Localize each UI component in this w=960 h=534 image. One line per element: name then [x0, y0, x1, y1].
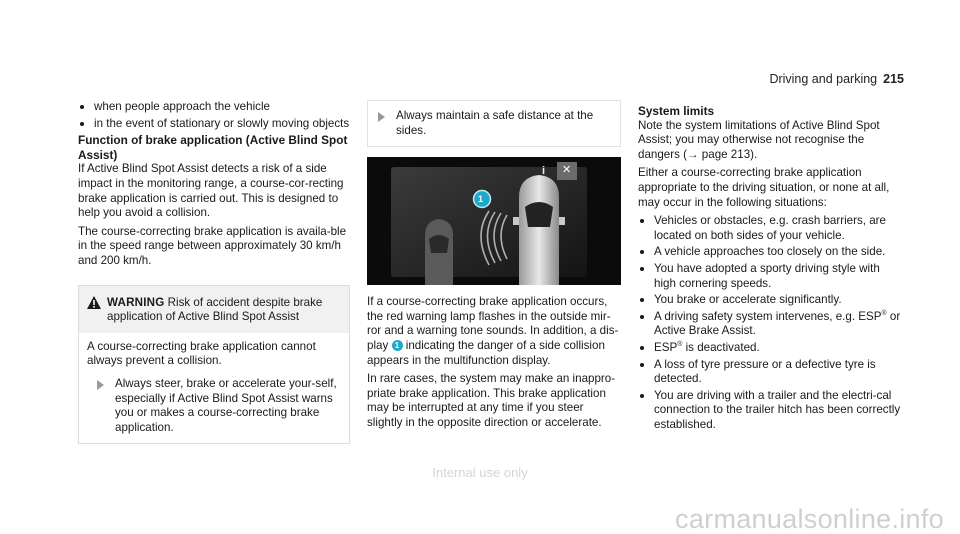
- list-item: You brake or accelerate significantly.: [638, 293, 903, 308]
- left-car: [425, 219, 453, 285]
- warning-action: [87, 377, 341, 435]
- list-item: [638, 341, 903, 356]
- registered-mark: ®: [677, 341, 683, 349]
- paragraph: If Active Blind Spot Assist detects a risk of a side impact in the monitoring range, a course-cor-recting brake application is carried out. This is designed to help you avoid a collision.: [78, 162, 344, 220]
- paragraph: Note the system limitations of Active Blind Spot Assist; you may otherwise not recognise the dangers (→ page 213).: [638, 118, 880, 161]
- section-heading: Function of brake application (Active Blind Spot Assist): [78, 133, 348, 162]
- warning-body: [79, 333, 349, 444]
- warning-box: [78, 285, 350, 445]
- paragraph: In rare cases, the system may make an inappro-priate brake application. This brake application may be interrupted at any time if you steer slightly in the opposite direction or accelerate.: [367, 372, 616, 429]
- list-item: A vehicle approaches too closely on the side.: [638, 245, 903, 260]
- tip-item: [368, 109, 614, 138]
- warning-label: WARNING: [107, 295, 165, 309]
- arrow-right-icon: [378, 112, 385, 122]
- multifunction-display-figure: [367, 157, 621, 285]
- callout-badge: 1: [392, 340, 403, 351]
- list-item: You have adopted a sporty driving style with high cornering speeds.: [638, 262, 903, 291]
- footer-logo[interactable]: carmanualsonline.info: [675, 504, 944, 534]
- display-illustration: [367, 157, 621, 285]
- tip-box: [367, 100, 621, 147]
- warning-action-text: Always steer, brake or accelerate your-self, especially if Active Blind Spot Assist warns you or makes a course-correcting brake application.: [115, 376, 337, 434]
- warning-text: A course-correcting brake application cannot always prevent a collision.: [87, 339, 316, 368]
- paragraph-text: If a course-correcting brake application occurs, the red warning lamp flashes in the outside mir-ror and a warning tone sounds. In addition, a dis-play: [367, 295, 619, 352]
- paragraph: The course-correcting brake application is availa-ble in the speed range between approximately 30 km/h and 200 km/h.: [78, 224, 347, 267]
- page-header: [769, 72, 904, 87]
- list-item-text: is deactivated.: [685, 340, 760, 354]
- warning-title: Risk of accident despite brake application of Active Blind Spot Assist: [107, 295, 323, 324]
- section-heading: System limits: [638, 104, 715, 118]
- paragraph: Either a course-correcting brake application appropriate to the driving situation, or none at all, may occur in the following situations:: [638, 166, 890, 209]
- column-1: [78, 100, 350, 444]
- ego-car: [513, 175, 565, 285]
- list-item: A loss of tyre pressure or a defective tyre is detected.: [638, 358, 903, 387]
- warning-triangle-icon: [87, 296, 101, 314]
- registered-mark: ®: [881, 309, 887, 317]
- list-item: You are driving with a trailer and the electri-cal connection to the trailer hitch has been correctly established.: [638, 389, 903, 433]
- list-item-text: A driving safety system intervenes, e.g. ESP: [654, 309, 882, 323]
- arrow-right-icon: [97, 380, 104, 390]
- list-item-text: or Active Brake Assist.: [654, 309, 901, 338]
- page-number: 215: [883, 72, 904, 86]
- watermark: Internal use only: [432, 465, 528, 480]
- tip-text: Always maintain a safe distance at the sides.: [396, 109, 594, 137]
- paragraph: [367, 295, 621, 368]
- list-item: when people approach the vehicle: [78, 100, 350, 115]
- section-title: Driving and parking: [769, 72, 878, 86]
- close-icon: ✕: [562, 164, 572, 177]
- column-2: [367, 100, 621, 435]
- list-item: in the event of stationary or slowly moving objects: [78, 117, 350, 132]
- list-item: [638, 310, 903, 339]
- callout-number: 1: [478, 194, 484, 205]
- paragraph-text: indicating the danger of a side collision appears in the multifunction display.: [367, 338, 605, 367]
- list-item: Vehicles or obstacles, e.g. crash barriers, are located on both sides of your vehicle.: [638, 214, 903, 243]
- info-icon: i: [542, 165, 546, 178]
- warning-header: [79, 286, 349, 333]
- list-item-text: ESP: [654, 340, 678, 354]
- column-3: [638, 104, 903, 434]
